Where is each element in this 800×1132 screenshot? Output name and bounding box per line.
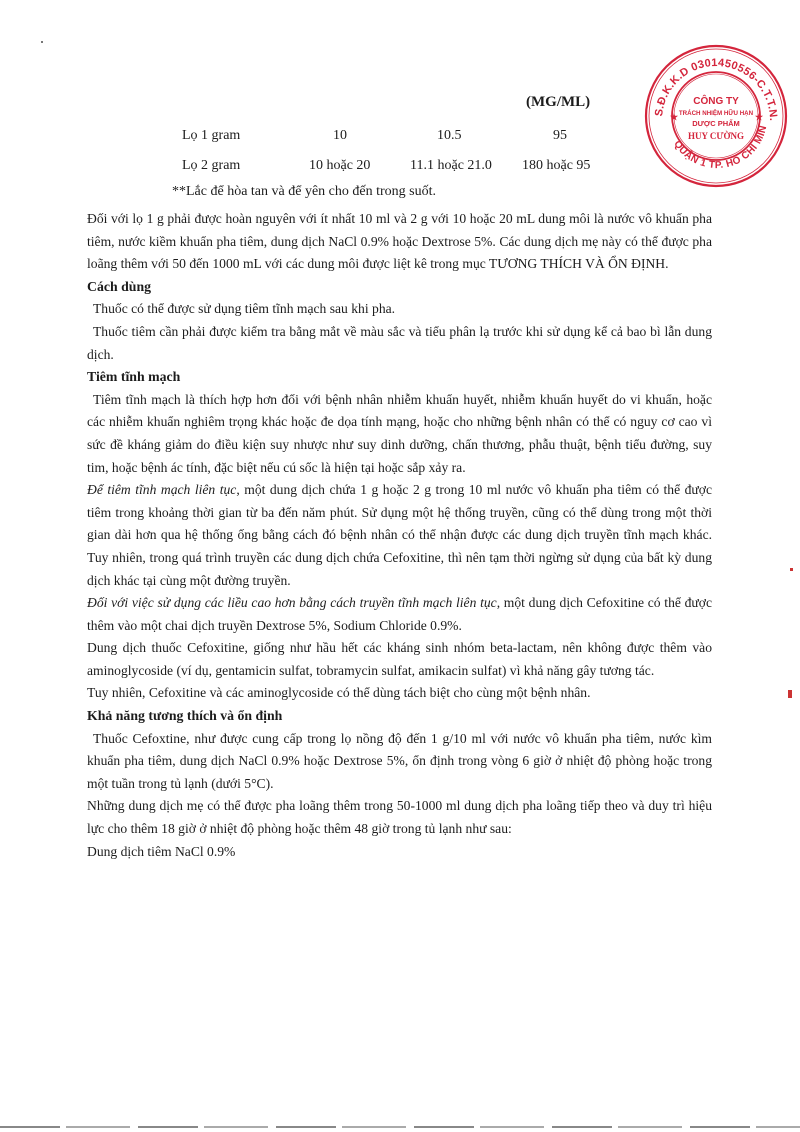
paragraph: Thuốc tiêm cần phải được kiểm tra bằng mắt về màu sắc và tiểu phân lạ trước khi sử dụng kể cả bao bì lẫn dung dịch.: [87, 323, 712, 362]
stamp-line-3: DƯỢC PHẨM: [692, 119, 740, 128]
table-cell: 180 hoặc 95: [522, 158, 591, 173]
table-note: **Lắc để hòa tan và để yên cho đến trong suốt.: [172, 184, 436, 199]
table-cell: 10 hoặc 20: [309, 158, 371, 173]
section-heading: Tiêm tĩnh mạch: [87, 369, 181, 385]
table-cell: 10: [333, 128, 347, 143]
table-unit-header: (MG/ML): [526, 94, 591, 110]
paragraph: Tuy nhiên, Cefoxitine và các aminoglycoside có thể dùng tách biệt cho cùng một bệnh nhân.: [87, 685, 591, 701]
paragraph: [87, 479, 712, 592]
scan-speck: [788, 690, 792, 698]
paragraph: Những dung dịch mẹ có thể được pha loãng thêm trong 50-1000 ml dung dịch pha loãng tiếp theo và duy trì hiệu lực cho thêm 18 giờ ở nhiệt độ phòng hoặc thêm 48 giờ trong tủ lạnh như sau:: [87, 798, 712, 837]
paragraph-text: , một dung dịch chứa 1 g hoặc 2 g trong 10 ml nước vô khuẩn pha tiêm có thể được tiêm trong khoảng thời gian từ ba đến năm phút. Sử dụng một hệ thống truyền, cũng có thể dùng trong một thời gian dài hơn qua hệ thống ống bằng cách đó bệnh nhân có thể nhận được các dung dịch truyền tĩnh mạch khác. Tuy nhiên, trong quá trình truyền các dung dịch chứa Cefoxitine, thì nên tạm thời ngừng sử dụng của bất kỳ dung dịch khác tại cùng một đường truyền.: [87, 482, 712, 588]
paragraph-text: , một dung dịch Cefoxitine có thể được thêm vào một chai dịch truyền Dextrose 5%, Sodium Chloride 0.9%.: [87, 595, 712, 633]
paragraph: [87, 592, 712, 637]
stamp-seal-icon: [640, 40, 792, 192]
paragraph: Đối với lọ 1 g phải được hoàn nguyên với ít nhất 10 ml và 2 g với 10 hoặc 20 mL dung môi là nước vô khuẩn pha tiêm, nước kiềm khuẩn pha tiêm, dung dịch NaCl 0.9% hoặc Dextrose 5%. Các dung dịch mẹ này có thể được pha loãng thêm với 50 đến 1000 mL với các dung môi được liệt kê trong mục TƯƠNG THÍCH VÀ ỔN ĐỊNH.: [87, 211, 712, 272]
paragraph: Tiêm tĩnh mạch là thích hợp hơn đối với bệnh nhân nhiễm khuẩn huyết, nhiễm khuẩn huyết do vi khuẩn, hoặc các nhiễm khuẩn nghiêm trọng khác hoặc đe dọa tính mạng, hoặc cho những bệnh nhân có thể có nguy cơ cao vì sức đề kháng giảm do điều kiện suy nhược như suy dinh dưỡng, chấn thương, phẫu thuật, bệnh tiểu đường, suy tim, hoặc bệnh ác tính, đặc biệt nếu cú sốc là hiện tại hoặc sắp xảy ra.: [87, 391, 712, 475]
stamp-bottom-text: QUẬN 1 TP. HỒ CHÍ MIN: [671, 124, 770, 172]
italic-lead: Đối với việc sử dụng các liều cao hơn bằng cách truyền tĩnh mạch liên tục: [87, 595, 497, 611]
section-heading: Cách dùng: [87, 278, 152, 294]
scan-speck: [790, 568, 793, 571]
paragraph: Thuốc có thể được sử dụng tiêm tĩnh mạch sau khi pha.: [93, 301, 396, 317]
stamp-star-left-icon: ★: [670, 112, 679, 122]
scan-bottom-edge: [0, 1126, 800, 1128]
table-cell: 95: [553, 128, 567, 143]
stamp-line-1: CÔNG TY: [693, 96, 739, 107]
section-heading: Khả năng tương thích và ổn định: [87, 708, 283, 724]
table-cell: Lọ 1 gram: [182, 128, 241, 143]
stamp-line-2: TRÁCH NHIỆM HỮU HẠN: [678, 110, 754, 117]
italic-lead: Để tiêm tĩnh mạch liên tục: [87, 482, 237, 498]
paragraph: Dung dịch thuốc Cefoxitine, giống như hầu hết các kháng sinh nhóm beta-lactam, nên không được thêm vào aminoglycoside (ví dụ, gentamicin sulfat, tobramycin sulfat, amikacin sulfat) vì khả năng gây tương tác.: [87, 640, 712, 678]
company-stamp: [640, 40, 792, 192]
table-cell: 11.1 hoặc 21.0: [410, 158, 492, 173]
scan-speck: [41, 41, 43, 43]
document-body: [87, 208, 712, 863]
paragraph: Thuốc Cefoxtine, như được cung cấp trong lọ nồng độ đến 1 g/10 ml với nước vô khuẩn pha tiêm, nước kìm khuẩn pha tiêm, dung dịch NaCl 0.9% hoặc Dextrose 5%, ổn định trong vòng 6 giờ ở nhiệt độ phòng hoặc trong một tuần trong tủ lạnh (dưới 5°C).: [87, 730, 712, 791]
table-cell: Lọ 2 gram: [182, 158, 241, 173]
table-cell: 10.5: [437, 128, 462, 143]
stamp-outer-text: S.Đ.K.K.D 0301450556-C.T.T.N.: [653, 56, 780, 122]
stamp-line-4: HUY CƯỜNG: [687, 131, 745, 141]
stamp-star-right-icon: ★: [755, 112, 764, 122]
paragraph: Dung dịch tiêm NaCl 0.9%: [87, 843, 236, 859]
